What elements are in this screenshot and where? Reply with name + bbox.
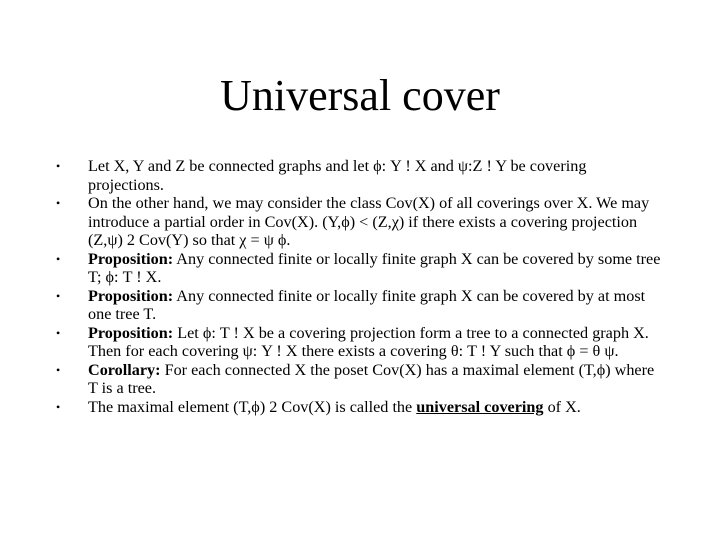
bullet-emphasis: Proposition: <box>88 286 174 305</box>
bullet-list <box>56 157 666 416</box>
bullet-dot-icon: • <box>56 399 61 414</box>
bullet-item <box>56 157 666 194</box>
bullet-item <box>56 398 666 417</box>
bullet-item <box>56 250 666 287</box>
bullet-dot-icon: • <box>56 196 61 210</box>
bullet-text: Any connected finite or locally finite graph X can be covered by some tree T; ϕ: T ! X. <box>88 249 661 286</box>
bullet-item <box>56 324 666 361</box>
bullet-text: On the other hand, we may consider the class Cov(X) of all coverings over X. We may introduce a partial order in Cov(X). (Y,ϕ) < (Z,χ) if there exists a covering projection (Z,ψ) 2 Cov(Y) so that χ = ψ ϕ. <box>88 194 650 249</box>
bullet-emphasis: universal covering <box>416 397 544 416</box>
bullet-dot-icon: • <box>56 288 61 303</box>
bullet-text: Any connected finite or locally finite graph X can be covered by at most one tree T. <box>88 286 646 323</box>
bullet-item <box>56 361 666 398</box>
slide-title: Universal cover <box>220 71 500 120</box>
bullet-dot-icon: • <box>56 325 61 340</box>
bullet-text: Let ϕ: T ! X be a covering projection form a tree to a connected graph X. Then for each covering ψ: Y ! X there exists a covering θ: T ! Y such that ϕ = θ ψ. <box>88 323 649 360</box>
bullet-dot-icon: • <box>56 159 61 173</box>
bullet-emphasis: Proposition: <box>88 323 174 342</box>
bullet-dot-icon: • <box>56 251 61 266</box>
bullet-text: Let X, Y and Z be connected graphs and let ϕ: Y ! X and ψ:Z ! Y be covering projections. <box>88 157 587 194</box>
bullet-dot-icon: • <box>56 362 61 377</box>
bullet-emphasis: Corollary: <box>88 360 161 379</box>
bullet-emphasis: Proposition: <box>88 249 174 268</box>
bullet-text: For each connected X the poset Cov(X) has a maximal element (T,ϕ) where T is a tree. <box>88 360 655 397</box>
bullet-text: of X. <box>543 397 581 416</box>
bullet-item <box>56 287 666 324</box>
bullet-item <box>56 194 666 250</box>
bullet-text: The maximal element (T,ϕ) 2 Cov(X) is called the <box>88 397 417 416</box>
